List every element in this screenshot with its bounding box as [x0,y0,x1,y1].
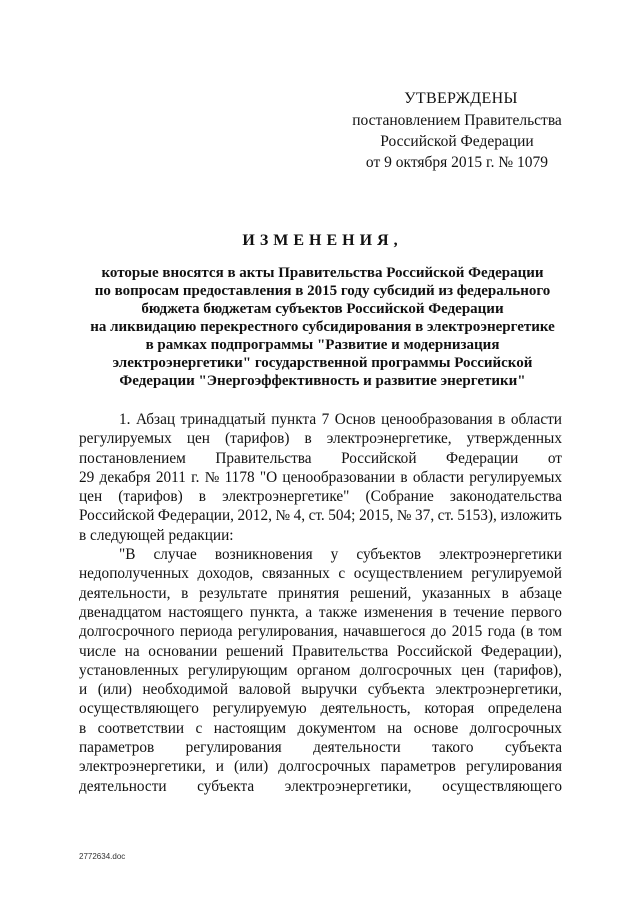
body-line: постановлением Правительства Российской Федерации от [79,449,562,467]
approval-title: УТВЕРЖДЕНЫ [404,90,518,107]
document-heading [80,232,565,390]
approval-date-number: от 9 октября 2015 г. № 1079 [365,154,549,171]
approval-block [352,88,562,173]
heading-line: бюджета бюджетам субъектов Российской Федерации [141,301,504,317]
body-line: параметров регулирования деятельности такого субъекта [79,739,562,757]
body-line: 1. Абзац тринадцатый пункта 7 Основ ценообразования в области [119,411,562,428]
body-line: долгосрочного периода регулирования, начавшегося до 2015 года (в том [79,623,562,641]
body-line: деятельности субъекта электроэнергетики, осуществляющего [79,777,562,795]
approval-line: постановлением Правительства [352,112,562,129]
body-line: двенадцатом настоящего пункта, а также изменения в течение первого [79,603,562,621]
approval-line: Российской Федерации [380,133,534,150]
body-line: в соответствии с настоящим документом на основе долгосрочных [79,719,562,737]
heading-line: по вопросам предоставления в 2015 году субсидий из федерального [94,283,551,299]
body-line: "В случае возникновения у субъектов электроэнергетики [119,546,562,564]
body-line: 29 декабря 2011 г. № 1178 "О ценообразовании в области регулируемых [79,468,562,486]
heading-line: в рамках подпрограммы "Развитие и модернизация [145,337,500,353]
body-line: цен (тарифов) в электроэнергетике" (Собрание законодательства [79,488,562,506]
body-line: осуществляющего регулируемую деятельность, которая определена [79,700,562,718]
body-line: числе на основании решений Правительства Российской Федерации), [79,642,562,660]
body-line: Российской Федерации, 2012, № 4, ст. 504; 2015, № 37, ст. 5153), изложить [79,507,562,525]
body-line: деятельности, в результате принятия решений, указанных в абзаце [79,584,562,602]
body-line: недополученных доходов, связанных с осуществлением регулируемой [79,565,562,583]
heading-line: электроэнергетики" государственной программы Российской [112,355,533,371]
body-line: в следующей редакции: [79,526,234,544]
body-line: установленных регулирующим органом долгосрочных цен (тарифов), [79,661,562,679]
body-line: и (или) необходимой валовой выручки субъекта электроэнергетики, [79,681,562,699]
document-id: 2772634.doc [79,852,126,861]
heading-title: ИЗМЕНЕНИЯ, [242,232,403,249]
heading-line: на ликвидацию перекрестного субсидирования в электроэнергетике [90,319,555,335]
heading-line: Федерации "Энергоэффективность и развитие энергетики" [119,373,526,389]
body-line: электроэнергетики, и (или) долгосрочных параметров регулирования [79,758,562,776]
heading-line: которые вносятся в акты Правительства Российской Федерации [101,265,544,281]
body-line: регулируемых цен (тарифов) в электроэнергетике, утвержденных [79,430,562,448]
body-text [79,410,562,796]
